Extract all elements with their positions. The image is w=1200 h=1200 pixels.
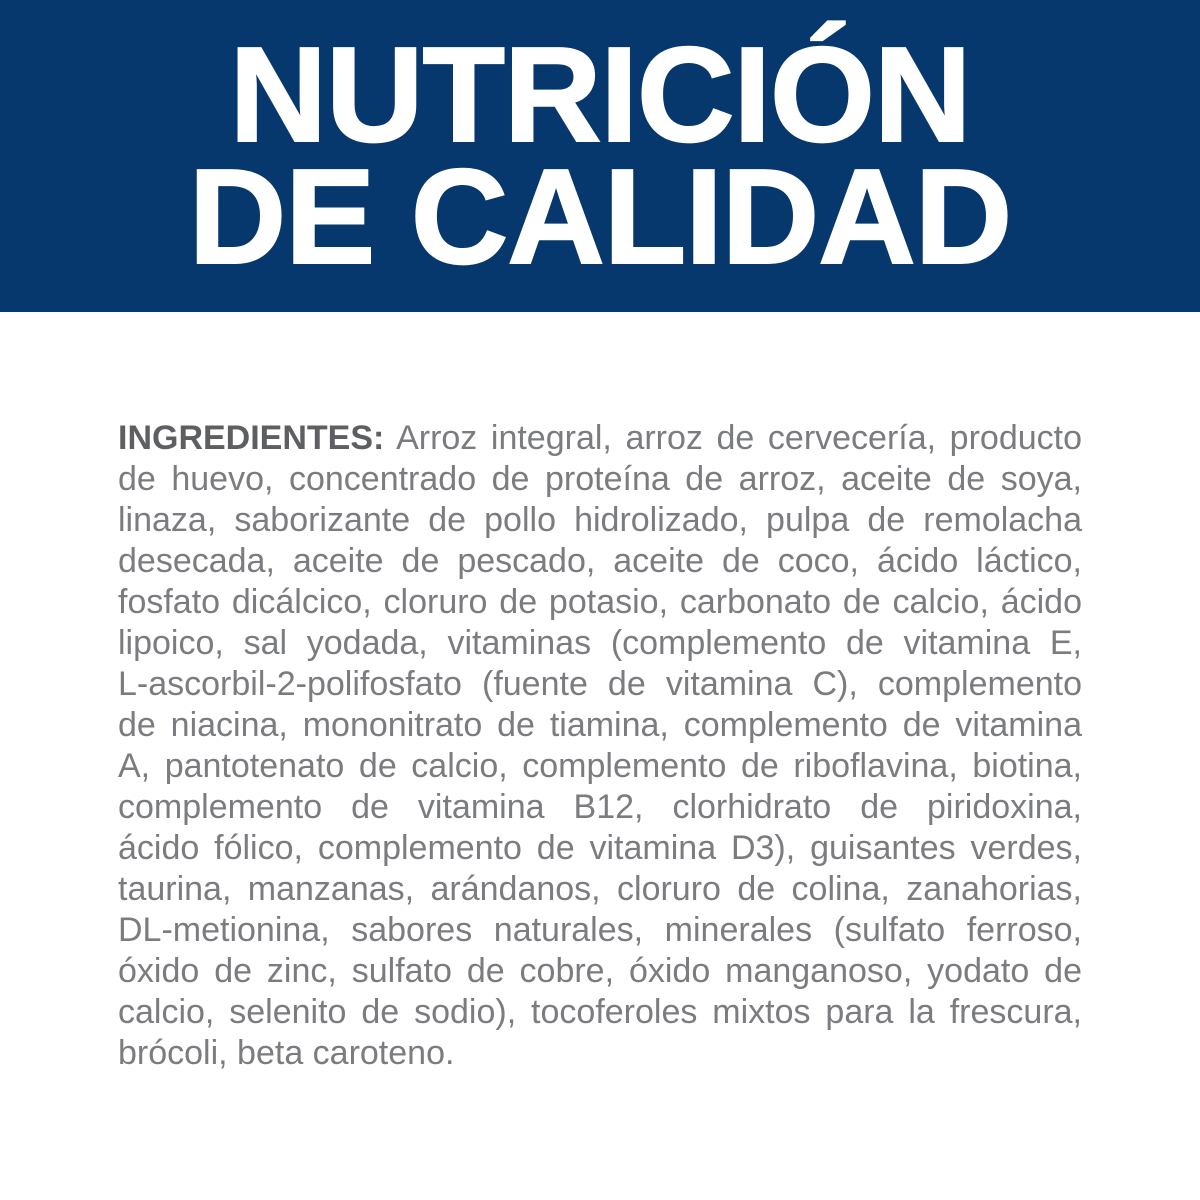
ingredients-line: INGREDIENTES: Arroz integral, arroz de cervecería, producto [118, 419, 1082, 457]
ingredients-line: linaza, saborizante de pollo hidrolizado, pulpa de remolacha [118, 501, 1082, 539]
ingredients-line: de huevo, concentrado de proteína de arroz, aceite de soya, [118, 460, 1082, 498]
banner-title [188, 19, 1012, 292]
ingredients-line: lipoico, sal yodada, vitaminas (complemento de vitamina E, [118, 624, 1082, 662]
ingredients-line: brócoli, beta caroteno. [118, 1034, 455, 1072]
banner-title-line1: NUTRICIÓN [229, 19, 971, 170]
ingredients-line: A, pantotenato de calcio, complemento de riboflavina, biotina, [118, 747, 1082, 785]
ingredients-line: complemento de vitamina B12, clorhidrato de piridoxina, [118, 788, 1082, 826]
ingredients-line: taurina, manzanas, arándanos, cloruro de colina, zanahorias, [118, 870, 1082, 908]
ingredients-line: de niacina, mononitrato de tiamina, complemento de vitamina [118, 706, 1082, 744]
ingredients-line: fosfato dicálcico, cloruro de potasio, carbonato de calcio, ácido [118, 583, 1082, 621]
ingredients-line: ácido fólico, complemento de vitamina D3), guisantes verdes, [118, 829, 1082, 867]
ingredients-line: desecada, aceite de pescado, aceite de coco, ácido láctico, [118, 542, 1082, 580]
ingredients-line: óxido de zinc, sulfato de cobre, óxido manganoso, yodato de [118, 952, 1082, 990]
quality-nutrition-banner [0, 0, 1200, 312]
ingredients-line: calcio, selenito de sodio), tocoferoles mixtos para la frescura, [118, 993, 1082, 1031]
ingredients-line: DL-metionina, sabores naturales, minerales (sulfato ferroso, [118, 911, 1082, 949]
ingredients-paragraph [118, 418, 1082, 1074]
ingredients-label: INGREDIENTES: [118, 419, 385, 457]
banner-title-line2: DE CALIDAD [188, 141, 1012, 292]
ingredients-line: L-ascorbil-2-polifosfato (fuente de vitamina C), complemento [118, 665, 1082, 703]
